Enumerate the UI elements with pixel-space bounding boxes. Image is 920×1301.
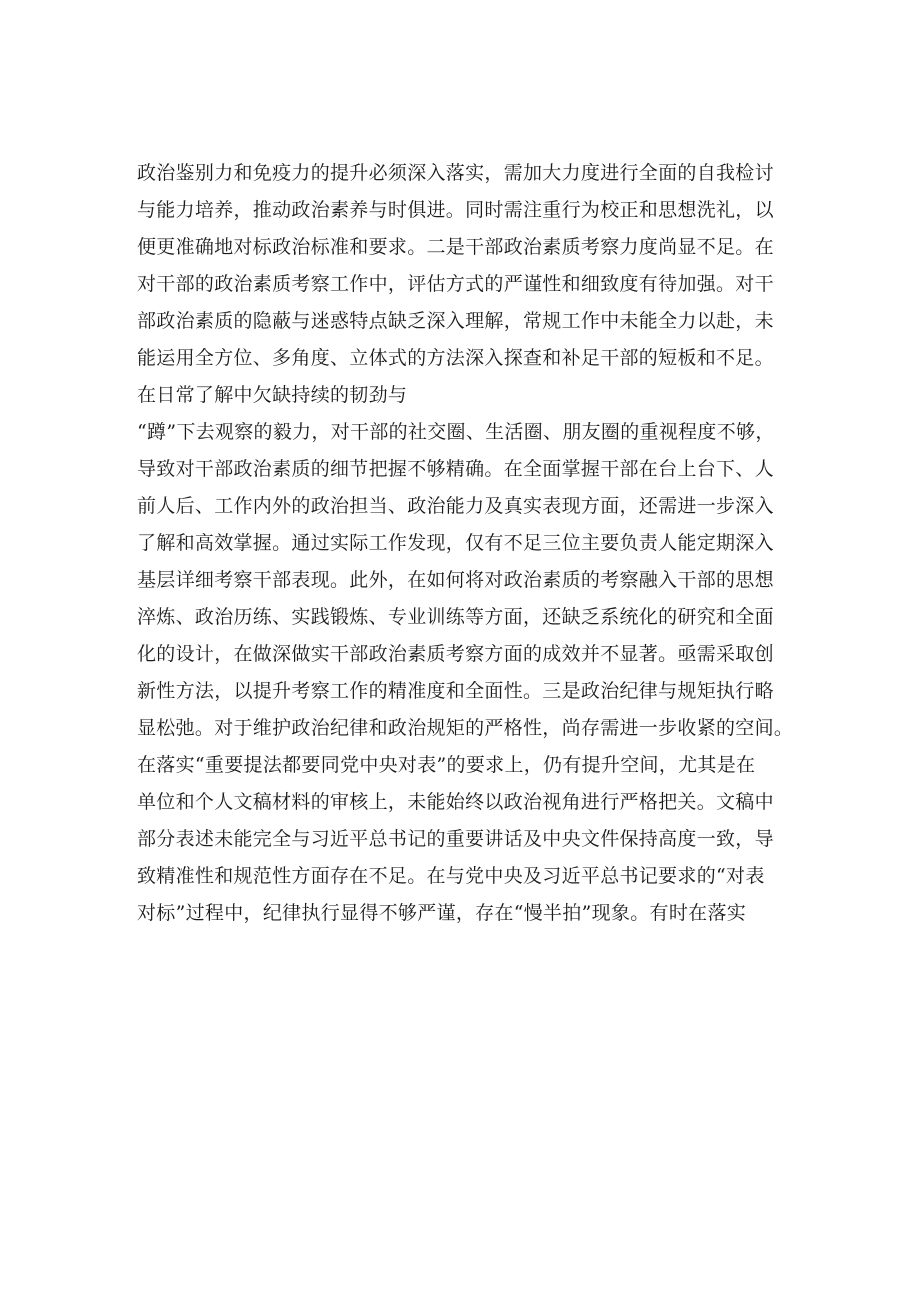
text-line: 部分表述未能完全与习近平总书记的重要讲话及中央文件保持高度一致，导 [137,828,774,850]
text-line: 政治鉴别力和免疫力的提升必须深入落实，需加大力度进行全面的自我检讨 [137,162,774,184]
text-line: 在落实“重要提法都要同党中央对表”的要求上，仍有提升空间，尤其是在 [137,754,756,776]
text-line: 前人后、工作内外的政治担当、政治能力及真实表现方面，还需进一步深入 [137,495,774,517]
text-line: 在日常了解中欠缺持续的韧劲与 [137,384,408,406]
text-line: 基层详细考察干部表现。此外，在如何将对政治素质的考察融入干部的思想 [137,569,774,591]
text-line: 化的设计，在做深做实干部政治素质考察方面的成效并不显著。亟需采取创 [137,643,774,665]
text-line: 能运用全方位、多角度、立体式的方法深入探查和补足干部的短板和不足。 [137,347,774,369]
text-line: 显松弛。对于维护政治纪律和政治规矩的严格性，尚存需进一步收紧的空间。 [137,717,794,739]
text-line: 导致对干部政治素质的细节把握不够精确。在全面掌握干部在台上台下、人 [137,458,774,480]
text-line: 淬炼、政治历练、实践锻炼、专业训练等方面，还缺乏系统化的研究和全面 [137,606,774,628]
text-line: 部政治素质的隐蔽与迷惑特点缺乏深入理解，常规工作中未能全力以赴，未 [137,310,774,332]
text-line: 与能力培养，推动政治素养与时俱进。同时需注重行为校正和思想洗礼，以 [137,199,774,221]
text-line: 新性方法，以提升考察工作的精准度和全面性。三是政治纪律与规矩执行略 [137,680,774,702]
text-line: 对干部的政治素质考察工作中，评估方式的严谨性和细致度有待加强。对干 [137,273,774,295]
text-line: 便更准确地对标政治标准和要求。二是干部政治素质考察力度尚显不足。在 [137,236,774,258]
text-line: 单位和个人文稿材料的审核上，未能始终以政治视角进行严格把关。文稿中 [137,791,774,813]
body-text [137,155,807,932]
text-line: “蹲”下去观察的毅力，对干部的社交圈、生活圈、朋友圈的重视程度不够， [137,421,775,443]
text-line: 致精准性和规范性方面存在不足。在与党中央及习近平总书记要求的“对表 [137,865,765,887]
text-line: 了解和高效掌握。通过实际工作发现，仅有不足三位主要负责人能定期深入 [137,532,774,554]
text-line: 对标”过程中，纪律执行显得不够严谨，存在“慢半拍”现象。有时在落实 [137,902,747,924]
